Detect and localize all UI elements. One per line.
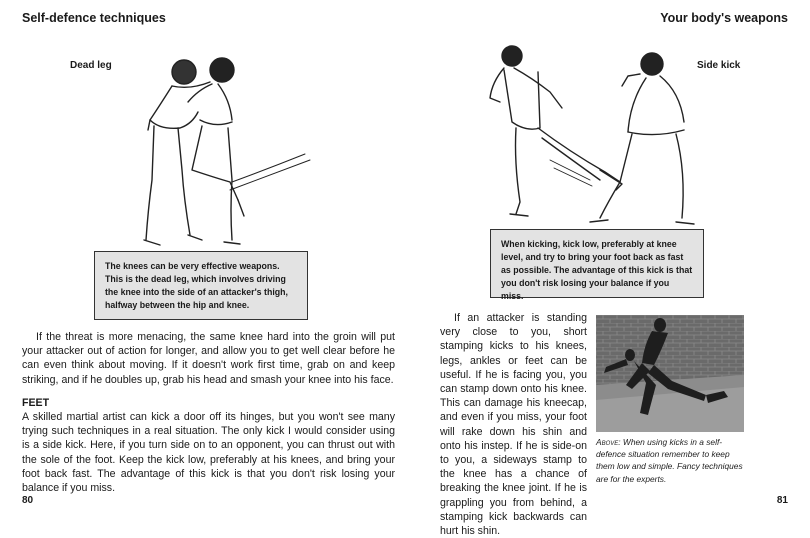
feet-subheading: FEET [22, 396, 50, 409]
page-number-right: 81 [776, 495, 788, 506]
caption-text: When using kicks in a self-defence situation remember to keep them low and simple. Fancy techniques are for the experts. [596, 437, 743, 484]
side-kick-callout: When kicking, kick low, preferably at knee level, and try to bring your foot back as fast as possible. The advantage of this kick is that you don't risk losing your balance if you miss. [490, 229, 704, 298]
left-page-header: Self-defence techniques [22, 11, 166, 25]
side-kick-illustration [480, 42, 710, 232]
caption-lead: Above: [596, 437, 621, 447]
photo-caption [596, 436, 746, 485]
left-paragraph: If the threat is more menacing, the same knee hard into the groin will put your attacker out of action for longer, and allow you to get well clear before he can even think about moving. If it doesn't work first time, grab on and keep striking, and if he doubles up, grab his head and smash your knee into his face. [22, 331, 395, 386]
figure-label-side-kick: Side kick [697, 60, 741, 71]
right-body-text [440, 311, 587, 538]
right-page-header: Your body's weapons [660, 11, 788, 25]
left-paragraph-feet: A skilled martial artist can kick a door off its hinges, but you won't see many trying such techniques in a real situation. The only kick I would consider using is a side kick. Here, if you turn side on to an opponent, you can thrust out with the sole of the foot. Keep the kick low, preferably at his knees, and bring your foot back fast. The advantage of this kick is that you don't risk losing your balance if you miss. [22, 411, 395, 495]
dead-leg-callout: The knees can be very effective weapons. This is the dead leg, which involves driving the knee into the side of an attacker's thigh, halfway between the hip and knee. [94, 251, 308, 320]
side-kick-photo [596, 315, 744, 432]
figure-label-dead-leg: Dead leg [70, 60, 112, 71]
right-paragraph: If an attacker is standing very close to you, short stamping kicks to his knees, legs, ankles or feet can be useful. If he is facing you, you can stamp down onto his knee. This can damage his kneecap, and even if you miss, your foot will rake down his shin and onto his instep. If he is side-on to you, a sideways stamp to the knee has a chance of breaking the knee joint. If he is grappling you from behind, a stamping kick backwards can hurt his shin. [440, 312, 587, 538]
left-body-text [22, 330, 395, 495]
dead-leg-illustration [120, 50, 320, 255]
page-number-left: 80 [22, 495, 34, 506]
